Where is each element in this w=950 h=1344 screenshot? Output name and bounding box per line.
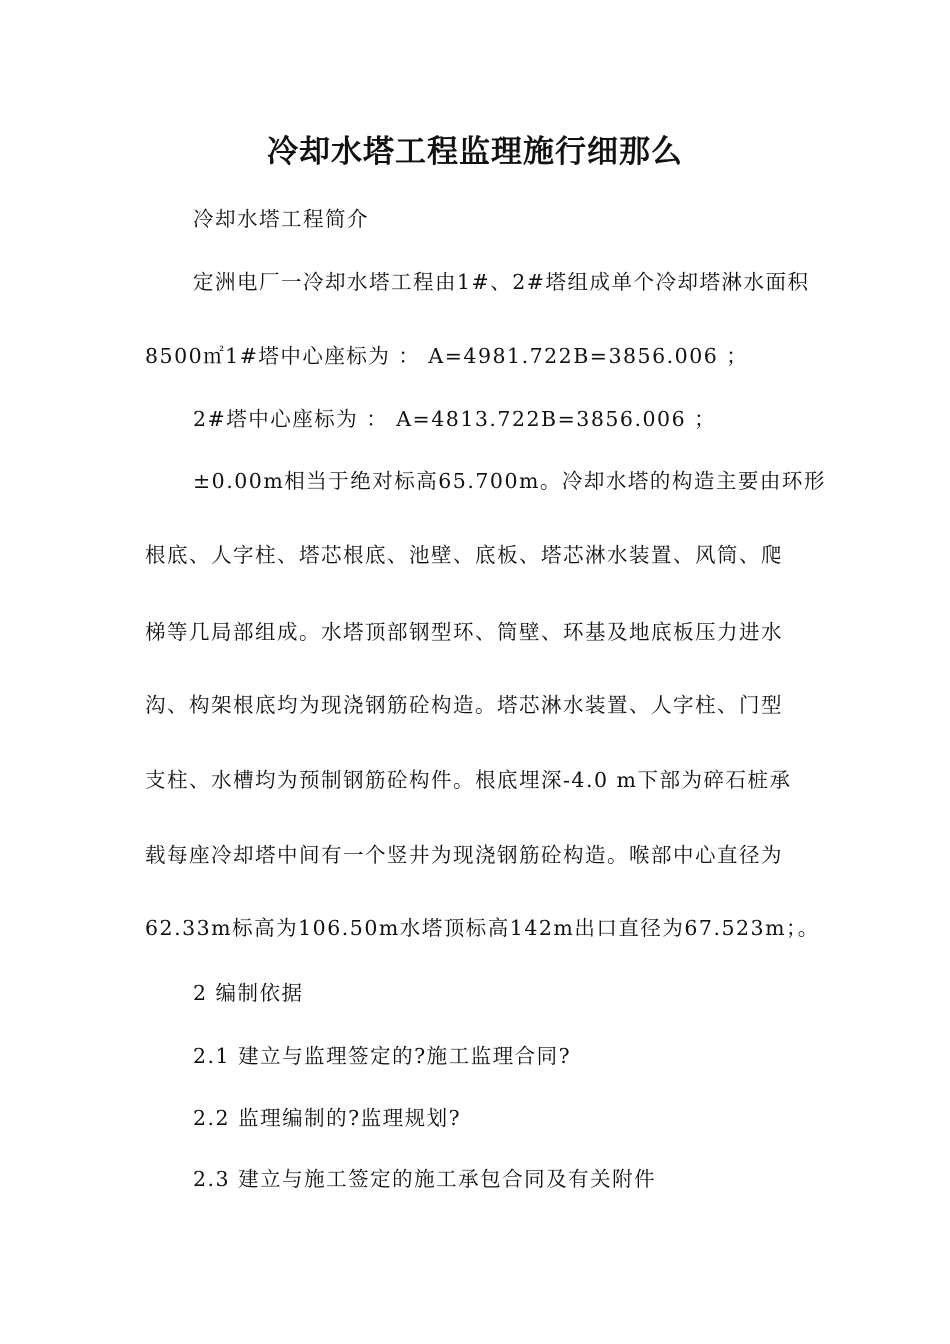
paragraph-line: 支柱、水槽均为预制钢筋砼构件。根底埋深-4.0 m下部为碎石桩承 — [145, 768, 792, 792]
section-heading-intro: 冷却水塔工程简介 — [193, 207, 369, 231]
list-item: 2.1 建立与监理签定的?施工监理合同? — [193, 1044, 572, 1068]
paragraph-line: 根底、人字柱、塔芯根底、池壁、底板、塔芯淋水装置、风筒、爬 — [145, 543, 783, 567]
paragraph-line: 8500㎡1#塔中心座标为 ： A=4981.722B=3856.006 ； — [145, 344, 749, 368]
paragraph-line: 62.33m标高为106.50m水塔顶标高142m出口直径为67.523m；。 — [145, 916, 820, 940]
section-heading-basis: 2 编制依据 — [193, 981, 304, 1005]
paragraph-line: 定洲电厂一冷却水塔工程由1#、2#塔组成单个冷却塔淋水面积 — [193, 270, 810, 294]
paragraph-line: ±0.00m相当于绝对标高65.700m。冷却水塔的构造主要由环形 — [193, 469, 826, 493]
list-item: 2.3 建立与施工签定的施工承包合同及有关附件 — [193, 1167, 657, 1191]
paragraph-line: 2#塔中心座标为 ： A=4813.722B=3856.006 ； — [193, 407, 717, 431]
paragraph-line: 沟、构架根底均为现浇钢筋砼构造。塔芯淋水装置、人字柱、门型 — [145, 693, 783, 717]
document-title: 冷却水塔工程监理施行细那么 — [267, 134, 683, 170]
paragraph-line: 梯等几局部组成。水塔顶部钢型环、筒壁、环基及地底板压力进水 — [145, 620, 783, 644]
list-item: 2.2 监理编制的?监理规划? — [193, 1106, 462, 1130]
paragraph-line: 载每座冷却塔中间有一个竖井为现浇钢筋砼构造。喉部中心直径为 — [145, 843, 783, 867]
